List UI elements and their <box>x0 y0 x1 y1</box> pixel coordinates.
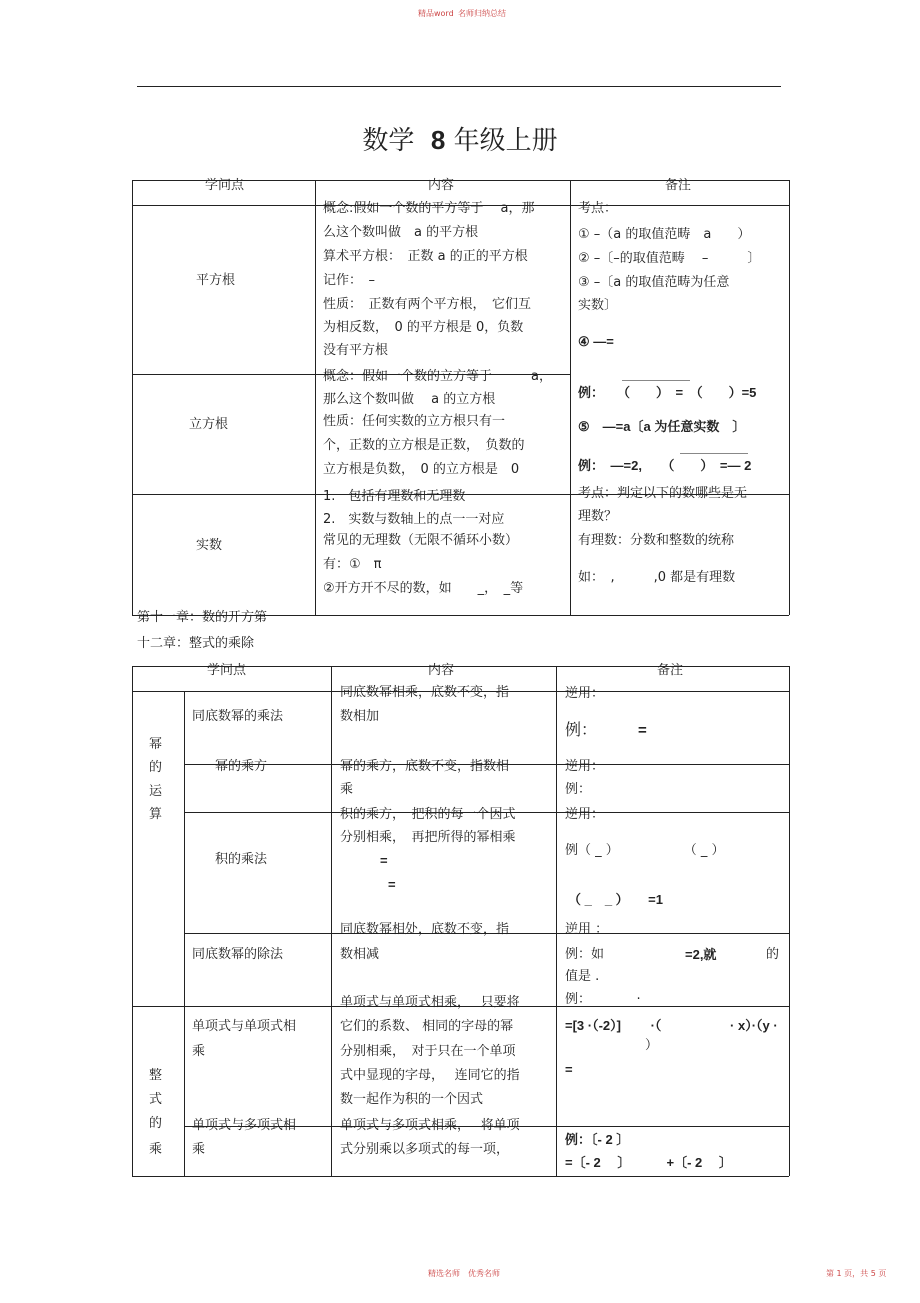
note-line: 实数〕 <box>578 298 618 313</box>
header-rule <box>137 86 781 87</box>
note-line: ③ –〔a 的取值范畴为任意 <box>578 275 730 290</box>
topic: 同底数幂的除法 <box>192 947 284 962</box>
content-line: 它们的系数、 相同的字母的幂 <box>340 1019 514 1034</box>
col-header-notes: 备注 <box>665 178 692 193</box>
group-label-char: 的 <box>149 760 163 775</box>
note-line: ） <box>645 1038 659 1053</box>
group-label-char: 的 <box>149 1116 163 1131</box>
content-line: 乘 <box>340 782 354 797</box>
col-header-notes: 备注 <box>657 663 684 678</box>
content-line: 没有平方根 <box>323 343 389 358</box>
note-line: =[3 ·（-2）] ·（ · x）·（y · <box>565 1018 778 1033</box>
note-line: （ _ _ ） =1 <box>568 892 664 907</box>
note-line: = <box>565 1062 573 1077</box>
note-line: 例： <box>565 720 598 739</box>
content-line: 1. 包括有理数和无理数 <box>323 489 466 504</box>
content-line: 么这个数叫做 a 的平方根 <box>323 225 479 240</box>
content-line: 性质： 正数有两个平方根， 它们互 <box>323 297 532 312</box>
col-header-content: 内容 <box>428 663 455 678</box>
content-line: 式分别乘以多项式的每一项， <box>340 1142 510 1157</box>
note-line: 逆用： <box>565 759 605 774</box>
chapter-line: 十二章：整式的乘除 <box>137 636 255 651</box>
content-line: 数相减 <box>340 947 380 962</box>
content-line: 幂的乘方，底数不变，指数相 <box>340 759 510 774</box>
content-line: 记作： – <box>323 273 376 288</box>
group-label-char: 幂 <box>149 737 163 752</box>
topic: 单项式与多项式相 <box>192 1118 297 1133</box>
note-line: 值是 . <box>565 969 600 984</box>
topic: 积的乘法 <box>215 852 268 867</box>
group-label-char: 算 <box>149 807 163 822</box>
topic-cube-root: 立方根 <box>189 417 229 432</box>
note-line: ① –（a 的取值范畴 a ） <box>578 227 751 242</box>
content-line: = <box>388 877 396 892</box>
topic: 乘 <box>192 1044 206 1059</box>
group-label-char: 整 <box>149 1068 163 1083</box>
topic: 乘 <box>192 1142 206 1157</box>
note-line: =〔- 2 〕 +〔- 2 〕 <box>565 1155 732 1170</box>
content-line: ②开方开不尽的数，如 _， _等 <box>323 581 524 596</box>
note-line: = <box>638 722 647 739</box>
note-line: ④ —= <box>578 334 614 349</box>
note-line: 考点：判定以下的数哪些是无 <box>578 486 748 501</box>
note-line: ⑤ —=a〔a 为任意实数 〕 <box>578 419 746 434</box>
note-line: 例： —=2, （ ） =— 2 <box>578 458 752 473</box>
content-line: 概念：假如一个数的立方等于 a， <box>323 369 552 384</box>
page-footer-center: 精选名师 优秀名师 <box>428 1269 500 1278</box>
content-line: 为相反数， 0 的平方根是 0，负数 <box>323 320 524 335</box>
note-line: 例： （ ） = （ ）=5 <box>578 385 757 400</box>
topic: 同底数幂的乘法 <box>192 709 284 724</box>
content-line: 分别相乘， 对于只在一个单项 <box>340 1044 516 1059</box>
note-line: =2,就 <box>685 947 717 962</box>
content-line: = <box>380 853 388 868</box>
note-line: 逆用 ： <box>565 922 609 937</box>
content-line: 概念:假如一个数的平方等于 a，那 <box>323 201 535 216</box>
note-line: 例（ _ ） （ _ ） <box>565 843 725 858</box>
col-header-content: 内容 <box>428 178 455 193</box>
topic-real-numbers: 实数 <box>196 538 223 553</box>
note-line: 理数？ <box>578 509 618 524</box>
page-header-right: 名师归纳总结 <box>458 9 506 18</box>
chapter-line: 第十一章：数的开方第 <box>137 610 268 625</box>
content-line: 单项式与多项式相乘， 将单项 <box>340 1118 520 1133</box>
content-line: 算术平方根： 正数 a 的正的平方根 <box>323 249 528 264</box>
topic: 幂的乘方 <box>215 759 268 774</box>
content-line: 个，正数的立方根是正数， 负数的 <box>323 438 525 453</box>
content-line: 分别相乘， 再把所得的幂相乘 <box>340 830 516 845</box>
note-line: 如： , ,0 都是有理数 <box>578 570 736 585</box>
note-line: 逆用： <box>565 686 605 701</box>
content-line: 式中显现的字母， 连同它的指 <box>340 1068 520 1083</box>
note-line: 例：如 <box>565 947 605 962</box>
content-line: 常见的无理数（无限不循环小数） <box>323 533 519 548</box>
group-label-char: 式 <box>149 1092 163 1107</box>
content-line: 同底数幂相乘，底数不变，指 <box>340 685 510 700</box>
page-number: 第 1 页，共 5 页 <box>826 1269 887 1278</box>
note-line: 例： <box>565 782 592 797</box>
col-header-topic: 学问点 <box>205 178 245 193</box>
page-header-left: 精品word <box>418 9 454 18</box>
note-line: ② –〔–的取值范畴 – 〕 <box>578 251 761 266</box>
topic-square-root: 平方根 <box>196 273 236 288</box>
content-line: 那么这个数叫做 a 的立方根 <box>323 392 496 407</box>
note-line: 的 <box>766 947 780 962</box>
note-line: 逆用： <box>565 807 605 822</box>
content-line: 积的乘方， 把积的每一个因式 <box>340 807 516 822</box>
note-line: 有理数：分数和整数的统称 <box>578 533 735 548</box>
content-line: 有：① π <box>323 557 382 572</box>
group-label-char: 运 <box>149 784 163 799</box>
note-line: 例：〔- 2 〕 <box>565 1132 630 1147</box>
content-line: 同底数幂相处，底数不变，指 <box>340 922 510 937</box>
col-header-topic: 学问点 <box>207 663 247 678</box>
note-line: 例： · <box>565 992 641 1007</box>
content-line: 数相加 <box>340 709 380 724</box>
note-line: 考点： <box>578 201 618 216</box>
group-label-char: 乘 <box>149 1142 163 1157</box>
content-line: 2. 实数与数轴上的点一一对应 <box>323 512 505 527</box>
topic: 单项式与单项式相 <box>192 1019 297 1034</box>
content-line: 立方根是负数， 0 的立方根是 0 <box>323 462 520 477</box>
content-line: 单项式与单项式相乘， 只要将 <box>340 995 520 1010</box>
content-line: 数一起作为积的一个因式 <box>340 1092 484 1107</box>
page-title: 数学 8 年级上册 <box>362 125 558 156</box>
content-line: 性质：任何实数的立方根只有一 <box>323 414 506 429</box>
